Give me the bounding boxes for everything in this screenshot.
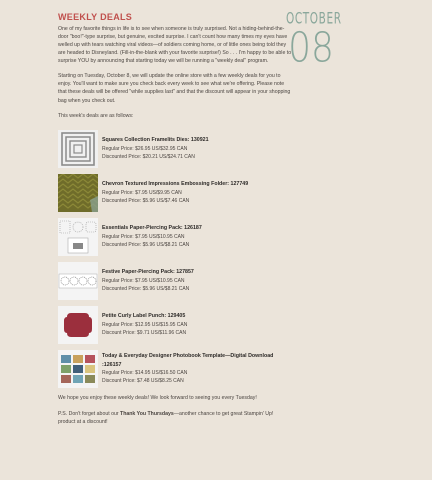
deal-item[interactable] [58,218,292,256]
details-paragraph: Starting on Tuesday, October 8, we will update the online store with a few weekly deals for you to enjoy. You'll want to make sure you check back every week to see what we're offering. Please note that these deals will be offered "while supplies last" and that the discount will appear in your shopping bag when you check out. [58,73,291,104]
deal-item[interactable] [58,174,292,212]
discounted-price: Discounted Price: $5.96 US/$7.46 CAN [102,197,190,204]
deal-name[interactable]: Squares Collection Framelits Dies: 130921 [102,137,209,144]
deal-name[interactable]: Today & Everyday Designer Photobook Template—Digital Download :126157 [102,353,274,368]
discounted-price: Discounted Price: $20.21 US/$24.71 CAN [102,153,195,160]
discounted-price: Discount Price: $7.48 US/$8.25 CAN [102,378,184,385]
ps-paragraph [58,410,292,426]
deal-name[interactable]: Festive Paper-Piercing Pack: 127857 [102,269,194,276]
squares-framelits-image[interactable] [58,130,98,168]
blog-post [58,12,292,434]
discounted-price: Discount Price: $9.71 US/$11.96 CAN [102,329,187,336]
closing-section [58,394,292,426]
ps-prefix: P.S. Don't forget about our [58,410,121,417]
deal-item[interactable] [58,130,292,168]
deals-list [58,130,292,388]
curly-label-punch-image[interactable] [58,306,98,344]
date-day: 08 [288,24,334,72]
post-date [286,10,342,72]
photobook-template-image[interactable] [58,350,98,388]
deal-name[interactable]: Petite Curly Label Punch: 129405 [102,313,186,320]
regular-price: Regular Price: $7.95 US/$9.95 CAN [102,189,182,196]
date-month: OCTOBER [286,10,342,28]
thank-you-thursdays-link[interactable]: Thank You Thursdays [120,410,174,417]
post-title: WEEKLY DEALS [58,12,133,22]
regular-price: Regular Price: $7.95 US/$10.95 CAN [102,277,185,284]
regular-price: Regular Price: $14.95 US/$16.50 CAN [102,370,188,377]
deal-item[interactable] [58,262,292,300]
deal-name[interactable]: Essentials Paper-Piercing Pack: 126187 [102,225,202,232]
deal-item[interactable] [58,350,292,388]
essentials-piercing-pack-image[interactable] [58,218,98,256]
regular-price: Regular Price: $26.95 US/$32.95 CAN [102,145,188,152]
deal-item[interactable] [58,306,292,344]
deal-name[interactable]: Chevron Textured Impressions Embossing Folder: 127749 [102,181,249,188]
regular-price: Regular Price: $12.95 US/$15.95 CAN [102,321,188,328]
discounted-price: Discounted Price: $5.96 US/$8.21 CAN [102,285,190,292]
closing-paragraph: We hope you enjoy these weekly deals! We look forward to seeing you every Tuesday! [58,394,257,401]
intro-paragraph: One of my favorite things in life is to see when someone is truly surprised. Not a hiding-behind-the-door "boo!"-type surprise, but genuine, excited surprise. I can't count how many times my eyes have welled up with tears watching viral videos—of soldiers coming home, or of little ones being told they are headed to Disneyland. (Fill-in-the-blank with your favorite surprise!) So . . . I'm happy to be able to surprise YOU by announcing that starting today we will be running a "weekly deal" program. [58,26,292,65]
ps-suffix: —another chance to get great Stampin' Up! product at a discount! [58,410,274,425]
discounted-price: Discounted Price: $5.96 US/$8.21 CAN [102,241,190,248]
chevron-folder-image[interactable] [58,174,98,212]
festive-piercing-pack-image[interactable] [58,262,98,300]
regular-price: Regular Price: $7.95 US/$10.95 CAN [102,233,185,240]
deals-intro: This week's deals are as follows: [58,112,134,119]
